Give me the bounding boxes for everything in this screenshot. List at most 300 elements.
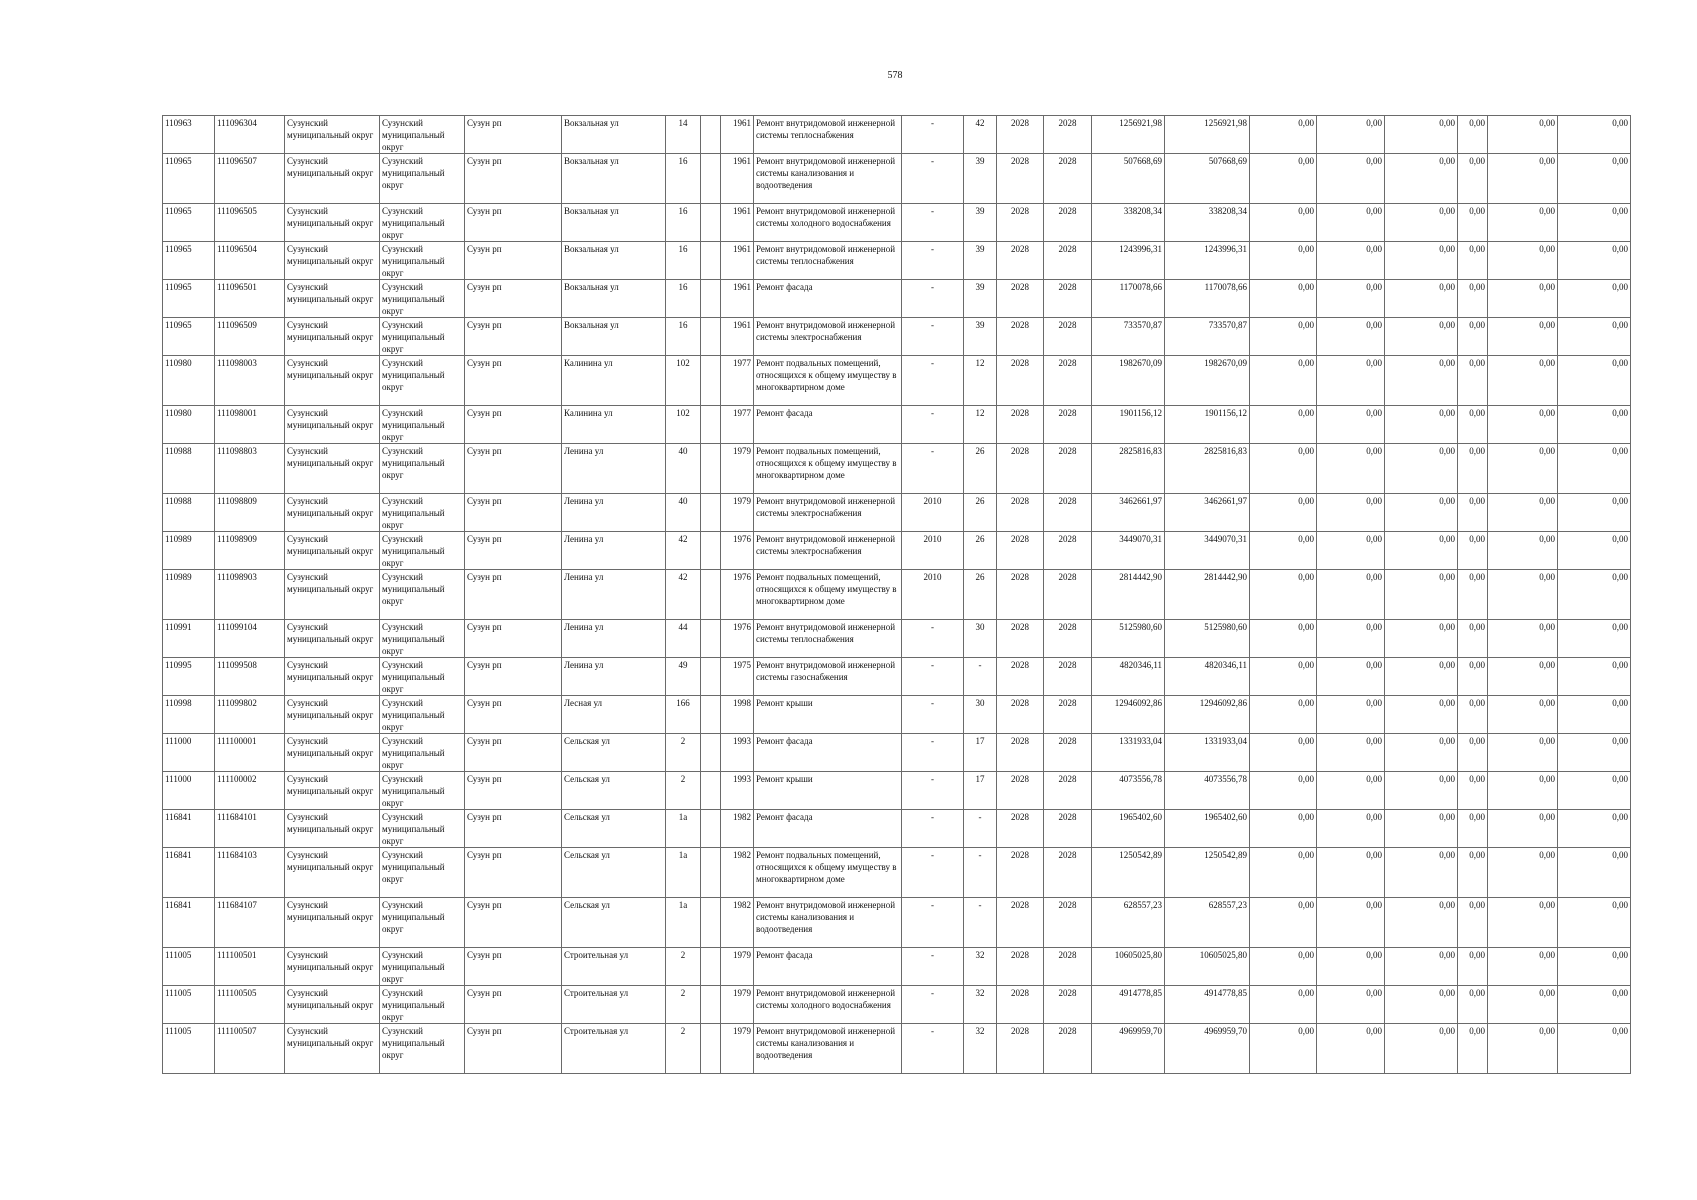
regional-budget-cell: 0,00 xyxy=(1317,620,1385,658)
building-letter-cell xyxy=(701,986,721,1024)
table-row xyxy=(163,810,1631,848)
house-number-cell: 166 xyxy=(666,696,701,734)
element-id: 111098909 xyxy=(215,532,285,570)
total-cost-cell: 2814442,90 xyxy=(1092,570,1165,620)
street-cell: Вокзальная ул xyxy=(562,242,666,280)
building-letter-cell xyxy=(701,532,721,570)
owners-funds-cell: 0,00 xyxy=(1488,898,1558,948)
regional-fund-cell: 1256921,98 xyxy=(1165,116,1250,154)
settlement-cell: Сузунский муниципальный округ xyxy=(380,734,465,772)
element-id: 111098003 xyxy=(215,356,285,406)
owners-funds-cell: 0,00 xyxy=(1488,696,1558,734)
municipality-cell: Сузунский муниципальный округ xyxy=(285,898,380,948)
settlement-cell: Сузунский муниципальный округ xyxy=(380,242,465,280)
regional-fund-cell: 1965402,60 xyxy=(1165,810,1250,848)
local-budget-cell: 0,00 xyxy=(1385,570,1458,620)
table-row xyxy=(163,986,1631,1024)
owners-funds-cell: 0,00 xyxy=(1488,242,1558,280)
plan-year-end-cell: 2028 xyxy=(1044,658,1092,696)
build-year-cell: 1975 xyxy=(721,658,754,696)
owners-funds-cell: 0,00 xyxy=(1488,356,1558,406)
work-type-cell: Ремонт фасада xyxy=(754,734,902,772)
record-id: 111000 xyxy=(163,772,215,810)
total-cost-cell: 628557,23 xyxy=(1092,898,1165,948)
record-id: 110980 xyxy=(163,356,215,406)
plan-year-end-cell: 2028 xyxy=(1044,494,1092,532)
last-repair-year-cell: 2010 xyxy=(902,494,964,532)
regional-budget-cell: 0,00 xyxy=(1317,898,1385,948)
local-budget-cell: 0,00 xyxy=(1385,204,1458,242)
last-repair-year-cell: - xyxy=(902,318,964,356)
work-type-cell: Ремонт внутридомовой инженерной системы теплоснабжения xyxy=(754,116,902,154)
extra-funds-cell: 0,00 xyxy=(1558,898,1631,948)
total-cost-cell: 1331933,04 xyxy=(1092,734,1165,772)
work-type-cell: Ремонт фасада xyxy=(754,280,902,318)
wear-percent-cell: 12 xyxy=(964,406,997,444)
locality-cell: Сузун рп xyxy=(465,280,562,318)
regional-budget-cell: 0,00 xyxy=(1317,658,1385,696)
local-budget-cell: 0,00 xyxy=(1385,318,1458,356)
extra-funds-cell: 0,00 xyxy=(1558,116,1631,154)
build-year-cell: 1976 xyxy=(721,532,754,570)
locality-cell: Сузун рп xyxy=(465,204,562,242)
build-year-cell: 1979 xyxy=(721,494,754,532)
regional-budget-cell: 0,00 xyxy=(1317,406,1385,444)
plan-year-end-cell: 2028 xyxy=(1044,242,1092,280)
owners-funds-cell: 0,00 xyxy=(1488,658,1558,696)
owners-funds-cell: 0,00 xyxy=(1488,280,1558,318)
plan-year-end-cell: 2028 xyxy=(1044,848,1092,898)
federal-funds-cell: 0,00 xyxy=(1250,570,1317,620)
other-funds-cell: 0,00 xyxy=(1458,948,1488,986)
page-number: 578 xyxy=(887,70,903,81)
plan-year-start-cell: 2028 xyxy=(997,318,1044,356)
build-year-cell: 1982 xyxy=(721,810,754,848)
street-cell: Сельская ул xyxy=(562,734,666,772)
plan-year-start-cell: 2028 xyxy=(997,356,1044,406)
work-type-cell: Ремонт подвальных помещений, относящихся к общему имуществу в многоквартирном доме xyxy=(754,570,902,620)
owners-funds-cell: 0,00 xyxy=(1488,620,1558,658)
total-cost-cell: 1256921,98 xyxy=(1092,116,1165,154)
building-letter-cell xyxy=(701,696,721,734)
locality-cell: Сузун рп xyxy=(465,620,562,658)
last-repair-year-cell: - xyxy=(902,986,964,1024)
locality-cell: Сузун рп xyxy=(465,658,562,696)
extra-funds-cell: 0,00 xyxy=(1558,242,1631,280)
plan-year-start-cell: 2028 xyxy=(997,406,1044,444)
other-funds-cell: 0,00 xyxy=(1458,154,1488,204)
owners-funds-cell: 0,00 xyxy=(1488,772,1558,810)
element-id: 111100501 xyxy=(215,948,285,986)
owners-funds-cell: 0,00 xyxy=(1488,532,1558,570)
extra-funds-cell: 0,00 xyxy=(1558,848,1631,898)
table-row xyxy=(163,1024,1631,1074)
wear-percent-cell: 30 xyxy=(964,620,997,658)
settlement-cell: Сузунский муниципальный округ xyxy=(380,620,465,658)
owners-funds-cell: 0,00 xyxy=(1488,810,1558,848)
element-id: 111096504 xyxy=(215,242,285,280)
other-funds-cell: 0,00 xyxy=(1458,570,1488,620)
street-cell: Ленина ул xyxy=(562,620,666,658)
work-type-cell: Ремонт крыши xyxy=(754,696,902,734)
municipality-cell: Сузунский муниципальный округ xyxy=(285,810,380,848)
wear-percent-cell: 39 xyxy=(964,204,997,242)
house-number-cell: 40 xyxy=(666,444,701,494)
plan-year-start-cell: 2028 xyxy=(997,1024,1044,1074)
municipality-cell: Сузунский муниципальный округ xyxy=(285,116,380,154)
plan-year-start-cell: 2028 xyxy=(997,696,1044,734)
other-funds-cell: 0,00 xyxy=(1458,204,1488,242)
federal-funds-cell: 0,00 xyxy=(1250,444,1317,494)
local-budget-cell: 0,00 xyxy=(1385,494,1458,532)
build-year-cell: 1982 xyxy=(721,898,754,948)
other-funds-cell: 0,00 xyxy=(1458,532,1488,570)
local-budget-cell: 0,00 xyxy=(1385,948,1458,986)
extra-funds-cell: 0,00 xyxy=(1558,154,1631,204)
wear-percent-cell: 30 xyxy=(964,696,997,734)
extra-funds-cell: 0,00 xyxy=(1558,444,1631,494)
federal-funds-cell: 0,00 xyxy=(1250,948,1317,986)
record-id: 110980 xyxy=(163,406,215,444)
last-repair-year-cell: - xyxy=(902,280,964,318)
federal-funds-cell: 0,00 xyxy=(1250,532,1317,570)
settlement-cell: Сузунский муниципальный округ xyxy=(380,318,465,356)
house-number-cell: 2 xyxy=(666,948,701,986)
work-type-cell: Ремонт внутридомовой инженерной системы теплоснабжения xyxy=(754,620,902,658)
municipality-cell: Сузунский муниципальный округ xyxy=(285,494,380,532)
local-budget-cell: 0,00 xyxy=(1385,242,1458,280)
other-funds-cell: 0,00 xyxy=(1458,406,1488,444)
regional-budget-cell: 0,00 xyxy=(1317,494,1385,532)
regional-budget-cell: 0,00 xyxy=(1317,1024,1385,1074)
element-id: 111684101 xyxy=(215,810,285,848)
wear-percent-cell: 26 xyxy=(964,532,997,570)
regional-fund-cell: 2814442,90 xyxy=(1165,570,1250,620)
element-id: 111100002 xyxy=(215,772,285,810)
house-number-cell: 2 xyxy=(666,1024,701,1074)
wear-percent-cell: 39 xyxy=(964,154,997,204)
owners-funds-cell: 0,00 xyxy=(1488,116,1558,154)
table-row xyxy=(163,772,1631,810)
street-cell: Ленина ул xyxy=(562,494,666,532)
extra-funds-cell: 0,00 xyxy=(1558,494,1631,532)
record-id: 111000 xyxy=(163,734,215,772)
building-letter-cell xyxy=(701,1024,721,1074)
build-year-cell: 1961 xyxy=(721,280,754,318)
locality-cell: Сузун рп xyxy=(465,696,562,734)
regional-fund-cell: 1250542,89 xyxy=(1165,848,1250,898)
regional-fund-cell: 2825816,83 xyxy=(1165,444,1250,494)
house-number-cell: 16 xyxy=(666,280,701,318)
element-id: 111096501 xyxy=(215,280,285,318)
record-id: 110965 xyxy=(163,204,215,242)
locality-cell: Сузун рп xyxy=(465,444,562,494)
plan-year-start-cell: 2028 xyxy=(997,658,1044,696)
last-repair-year-cell: - xyxy=(902,116,964,154)
plan-year-end-cell: 2028 xyxy=(1044,532,1092,570)
other-funds-cell: 0,00 xyxy=(1458,898,1488,948)
local-budget-cell: 0,00 xyxy=(1385,658,1458,696)
municipality-cell: Сузунский муниципальный округ xyxy=(285,280,380,318)
work-type-cell: Ремонт фасада xyxy=(754,948,902,986)
build-year-cell: 1993 xyxy=(721,734,754,772)
regional-budget-cell: 0,00 xyxy=(1317,356,1385,406)
locality-cell: Сузун рп xyxy=(465,848,562,898)
build-year-cell: 1979 xyxy=(721,986,754,1024)
street-cell: Строительная ул xyxy=(562,986,666,1024)
record-id: 110965 xyxy=(163,280,215,318)
building-letter-cell xyxy=(701,116,721,154)
building-letter-cell xyxy=(701,356,721,406)
extra-funds-cell: 0,00 xyxy=(1558,318,1631,356)
regional-fund-cell: 5125980,60 xyxy=(1165,620,1250,658)
street-cell: Сельская ул xyxy=(562,898,666,948)
last-repair-year-cell: - xyxy=(902,444,964,494)
other-funds-cell: 0,00 xyxy=(1458,772,1488,810)
local-budget-cell: 0,00 xyxy=(1385,154,1458,204)
house-number-cell: 102 xyxy=(666,406,701,444)
last-repair-year-cell: - xyxy=(902,356,964,406)
municipality-cell: Сузунский муниципальный округ xyxy=(285,242,380,280)
other-funds-cell: 0,00 xyxy=(1458,444,1488,494)
owners-funds-cell: 0,00 xyxy=(1488,154,1558,204)
last-repair-year-cell: - xyxy=(902,848,964,898)
locality-cell: Сузун рп xyxy=(465,1024,562,1074)
element-id: 111098903 xyxy=(215,570,285,620)
build-year-cell: 1961 xyxy=(721,242,754,280)
work-type-cell: Ремонт крыши xyxy=(754,772,902,810)
table-row xyxy=(163,570,1631,620)
regional-fund-cell: 3462661,97 xyxy=(1165,494,1250,532)
last-repair-year-cell: - xyxy=(902,406,964,444)
house-number-cell: 2 xyxy=(666,734,701,772)
wear-percent-cell: 39 xyxy=(964,280,997,318)
table-row xyxy=(163,154,1631,204)
regional-fund-cell: 1170078,66 xyxy=(1165,280,1250,318)
build-year-cell: 1982 xyxy=(721,848,754,898)
owners-funds-cell: 0,00 xyxy=(1488,1024,1558,1074)
work-type-cell: Ремонт внутридомовой инженерной системы канализования и водоотведения xyxy=(754,898,902,948)
record-id: 110988 xyxy=(163,444,215,494)
street-cell: Сельская ул xyxy=(562,810,666,848)
local-budget-cell: 0,00 xyxy=(1385,810,1458,848)
build-year-cell: 1961 xyxy=(721,116,754,154)
wear-percent-cell: 32 xyxy=(964,1024,997,1074)
extra-funds-cell: 0,00 xyxy=(1558,696,1631,734)
locality-cell: Сузун рп xyxy=(465,986,562,1024)
plan-year-end-cell: 2028 xyxy=(1044,204,1092,242)
element-id: 111100505 xyxy=(215,986,285,1024)
plan-year-end-cell: 2028 xyxy=(1044,772,1092,810)
plan-year-end-cell: 2028 xyxy=(1044,356,1092,406)
locality-cell: Сузун рп xyxy=(465,356,562,406)
build-year-cell: 1979 xyxy=(721,444,754,494)
federal-funds-cell: 0,00 xyxy=(1250,494,1317,532)
municipality-cell: Сузунский муниципальный округ xyxy=(285,620,380,658)
plan-year-end-cell: 2028 xyxy=(1044,154,1092,204)
municipality-cell: Сузунский муниципальный округ xyxy=(285,848,380,898)
wear-percent-cell: - xyxy=(964,848,997,898)
table-row xyxy=(163,848,1631,898)
federal-funds-cell: 0,00 xyxy=(1250,772,1317,810)
plan-year-end-cell: 2028 xyxy=(1044,810,1092,848)
house-number-cell: 16 xyxy=(666,318,701,356)
other-funds-cell: 0,00 xyxy=(1458,280,1488,318)
last-repair-year-cell: - xyxy=(902,898,964,948)
last-repair-year-cell: 2010 xyxy=(902,532,964,570)
street-cell: Вокзальная ул xyxy=(562,154,666,204)
house-number-cell: 1а xyxy=(666,898,701,948)
settlement-cell: Сузунский муниципальный округ xyxy=(380,280,465,318)
extra-funds-cell: 0,00 xyxy=(1558,406,1631,444)
regional-budget-cell: 0,00 xyxy=(1317,734,1385,772)
house-number-cell: 44 xyxy=(666,620,701,658)
work-type-cell: Ремонт подвальных помещений, относящихся к общему имуществу в многоквартирном доме xyxy=(754,444,902,494)
municipality-cell: Сузунский муниципальный округ xyxy=(285,696,380,734)
record-id: 110963 xyxy=(163,116,215,154)
build-year-cell: 1998 xyxy=(721,696,754,734)
building-letter-cell xyxy=(701,620,721,658)
table-row xyxy=(163,318,1631,356)
extra-funds-cell: 0,00 xyxy=(1558,280,1631,318)
federal-funds-cell: 0,00 xyxy=(1250,242,1317,280)
local-budget-cell: 0,00 xyxy=(1385,986,1458,1024)
house-number-cell: 16 xyxy=(666,242,701,280)
table-body xyxy=(163,116,1631,1074)
regional-fund-cell: 4914778,85 xyxy=(1165,986,1250,1024)
record-id: 110998 xyxy=(163,696,215,734)
wear-percent-cell: 42 xyxy=(964,116,997,154)
table-row xyxy=(163,898,1631,948)
work-type-cell: Ремонт внутридомовой инженерной системы электроснабжения xyxy=(754,532,902,570)
plan-year-start-cell: 2028 xyxy=(997,948,1044,986)
street-cell: Вокзальная ул xyxy=(562,318,666,356)
extra-funds-cell: 0,00 xyxy=(1558,948,1631,986)
building-letter-cell xyxy=(701,318,721,356)
municipality-cell: Сузунский муниципальный округ xyxy=(285,318,380,356)
municipality-cell: Сузунский муниципальный округ xyxy=(285,406,380,444)
table-row xyxy=(163,406,1631,444)
regional-fund-cell: 1243996,31 xyxy=(1165,242,1250,280)
house-number-cell: 42 xyxy=(666,532,701,570)
settlement-cell: Сузунский муниципальный округ xyxy=(380,204,465,242)
last-repair-year-cell: - xyxy=(902,734,964,772)
regional-fund-cell: 1331933,04 xyxy=(1165,734,1250,772)
municipality-cell: Сузунский муниципальный округ xyxy=(285,204,380,242)
building-letter-cell xyxy=(701,658,721,696)
federal-funds-cell: 0,00 xyxy=(1250,696,1317,734)
record-id: 111005 xyxy=(163,948,215,986)
federal-funds-cell: 0,00 xyxy=(1250,204,1317,242)
table-row xyxy=(163,116,1631,154)
element-id: 111099104 xyxy=(215,620,285,658)
locality-cell: Сузун рп xyxy=(465,772,562,810)
work-type-cell: Ремонт фасада xyxy=(754,406,902,444)
federal-funds-cell: 0,00 xyxy=(1250,848,1317,898)
building-letter-cell xyxy=(701,242,721,280)
record-id: 116841 xyxy=(163,848,215,898)
street-cell: Ленина ул xyxy=(562,444,666,494)
last-repair-year-cell: - xyxy=(902,696,964,734)
plan-year-end-cell: 2028 xyxy=(1044,444,1092,494)
settlement-cell: Сузунский муниципальный округ xyxy=(380,494,465,532)
regional-fund-cell: 1901156,12 xyxy=(1165,406,1250,444)
locality-cell: Сузун рп xyxy=(465,242,562,280)
federal-funds-cell: 0,00 xyxy=(1250,154,1317,204)
regional-budget-cell: 0,00 xyxy=(1317,116,1385,154)
house-number-cell: 1а xyxy=(666,810,701,848)
locality-cell: Сузун рп xyxy=(465,406,562,444)
wear-percent-cell: 32 xyxy=(964,986,997,1024)
extra-funds-cell: 0,00 xyxy=(1558,204,1631,242)
table-row xyxy=(163,658,1631,696)
building-letter-cell xyxy=(701,734,721,772)
table-row xyxy=(163,356,1631,406)
federal-funds-cell: 0,00 xyxy=(1250,986,1317,1024)
regional-budget-cell: 0,00 xyxy=(1317,570,1385,620)
work-type-cell: Ремонт внутридомовой инженерной системы теплоснабжения xyxy=(754,242,902,280)
plan-year-end-cell: 2028 xyxy=(1044,898,1092,948)
plan-year-start-cell: 2028 xyxy=(997,898,1044,948)
local-budget-cell: 0,00 xyxy=(1385,772,1458,810)
wear-percent-cell: - xyxy=(964,658,997,696)
building-letter-cell xyxy=(701,570,721,620)
plan-year-start-cell: 2028 xyxy=(997,810,1044,848)
local-budget-cell: 0,00 xyxy=(1385,898,1458,948)
local-budget-cell: 0,00 xyxy=(1385,280,1458,318)
locality-cell: Сузун рп xyxy=(465,948,562,986)
locality-cell: Сузун рп xyxy=(465,734,562,772)
building-letter-cell xyxy=(701,204,721,242)
owners-funds-cell: 0,00 xyxy=(1488,986,1558,1024)
owners-funds-cell: 0,00 xyxy=(1488,318,1558,356)
street-cell: Ленина ул xyxy=(562,570,666,620)
record-id: 110989 xyxy=(163,570,215,620)
owners-funds-cell: 0,00 xyxy=(1488,494,1558,532)
plan-year-end-cell: 2028 xyxy=(1044,570,1092,620)
settlement-cell: Сузунский муниципальный округ xyxy=(380,406,465,444)
work-type-cell: Ремонт внутридомовой инженерной системы канализования и водоотведения xyxy=(754,1024,902,1074)
element-id: 111099802 xyxy=(215,696,285,734)
house-number-cell: 2 xyxy=(666,986,701,1024)
local-budget-cell: 0,00 xyxy=(1385,406,1458,444)
building-letter-cell xyxy=(701,406,721,444)
record-id: 110995 xyxy=(163,658,215,696)
plan-year-start-cell: 2028 xyxy=(997,772,1044,810)
municipality-cell: Сузунский муниципальный округ xyxy=(285,772,380,810)
plan-year-start-cell: 2028 xyxy=(997,986,1044,1024)
work-type-cell: Ремонт внутридомовой инженерной системы холодного водоснабжения xyxy=(754,986,902,1024)
street-cell: Калинина ул xyxy=(562,406,666,444)
plan-year-end-cell: 2028 xyxy=(1044,280,1092,318)
settlement-cell: Сузунский муниципальный округ xyxy=(380,532,465,570)
regional-fund-cell: 507668,69 xyxy=(1165,154,1250,204)
plan-year-end-cell: 2028 xyxy=(1044,734,1092,772)
regional-fund-cell: 1982670,09 xyxy=(1165,356,1250,406)
build-year-cell: 1977 xyxy=(721,356,754,406)
plan-year-end-cell: 2028 xyxy=(1044,620,1092,658)
municipality-cell: Сузунский муниципальный округ xyxy=(285,570,380,620)
house-number-cell: 16 xyxy=(666,154,701,204)
locality-cell: Сузун рп xyxy=(465,570,562,620)
work-type-cell: Ремонт фасада xyxy=(754,810,902,848)
settlement-cell: Сузунский муниципальный округ xyxy=(380,1024,465,1074)
local-budget-cell: 0,00 xyxy=(1385,848,1458,898)
house-number-cell: 102 xyxy=(666,356,701,406)
wear-percent-cell: 17 xyxy=(964,772,997,810)
last-repair-year-cell: - xyxy=(902,204,964,242)
plan-year-start-cell: 2028 xyxy=(997,494,1044,532)
